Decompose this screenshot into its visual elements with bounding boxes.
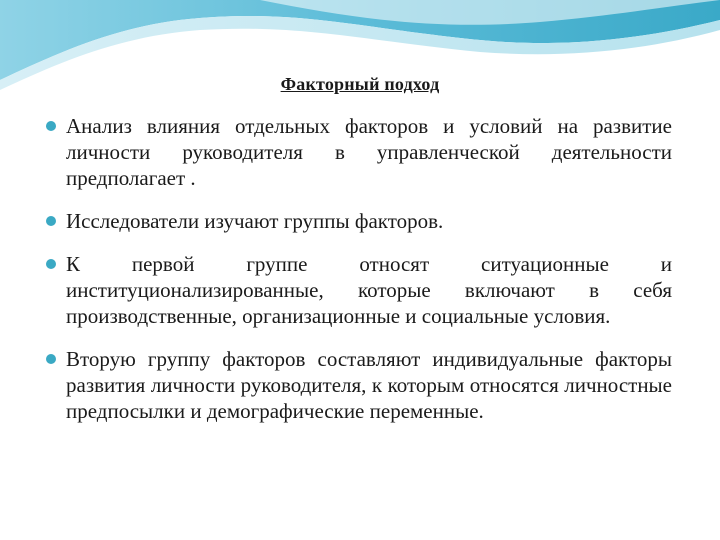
bullet-dot-icon bbox=[46, 216, 56, 226]
bullet-dot-icon bbox=[46, 259, 56, 269]
bullet-item bbox=[40, 113, 672, 191]
bullet-text: Исследователи изучают группы факторов. bbox=[66, 209, 444, 233]
bullet-dot-icon bbox=[46, 354, 56, 364]
bullet-list bbox=[40, 113, 672, 441]
bullet-text: К первой группе относят ситуационные и институционализированные, которые включают в себя производственные, организационные и социальные условия. bbox=[66, 252, 672, 328]
bullet-item bbox=[40, 346, 672, 424]
slide-title bbox=[0, 74, 720, 95]
bullet-text: Вторую группу факторов составляют индивидуальные факторы развития личности руководителя, к которым относятся личностные предпосылки и демографические переменные. bbox=[66, 347, 672, 423]
slide-title-text: Факторный подход bbox=[280, 74, 440, 94]
bullet-item bbox=[40, 208, 672, 234]
bullet-dot-icon bbox=[46, 121, 56, 131]
bullet-text: Анализ влияния отдельных факторов и условий на развитие личности руководителя в управленческой деятельности предполагает . bbox=[66, 114, 672, 190]
bullet-item bbox=[40, 251, 672, 329]
